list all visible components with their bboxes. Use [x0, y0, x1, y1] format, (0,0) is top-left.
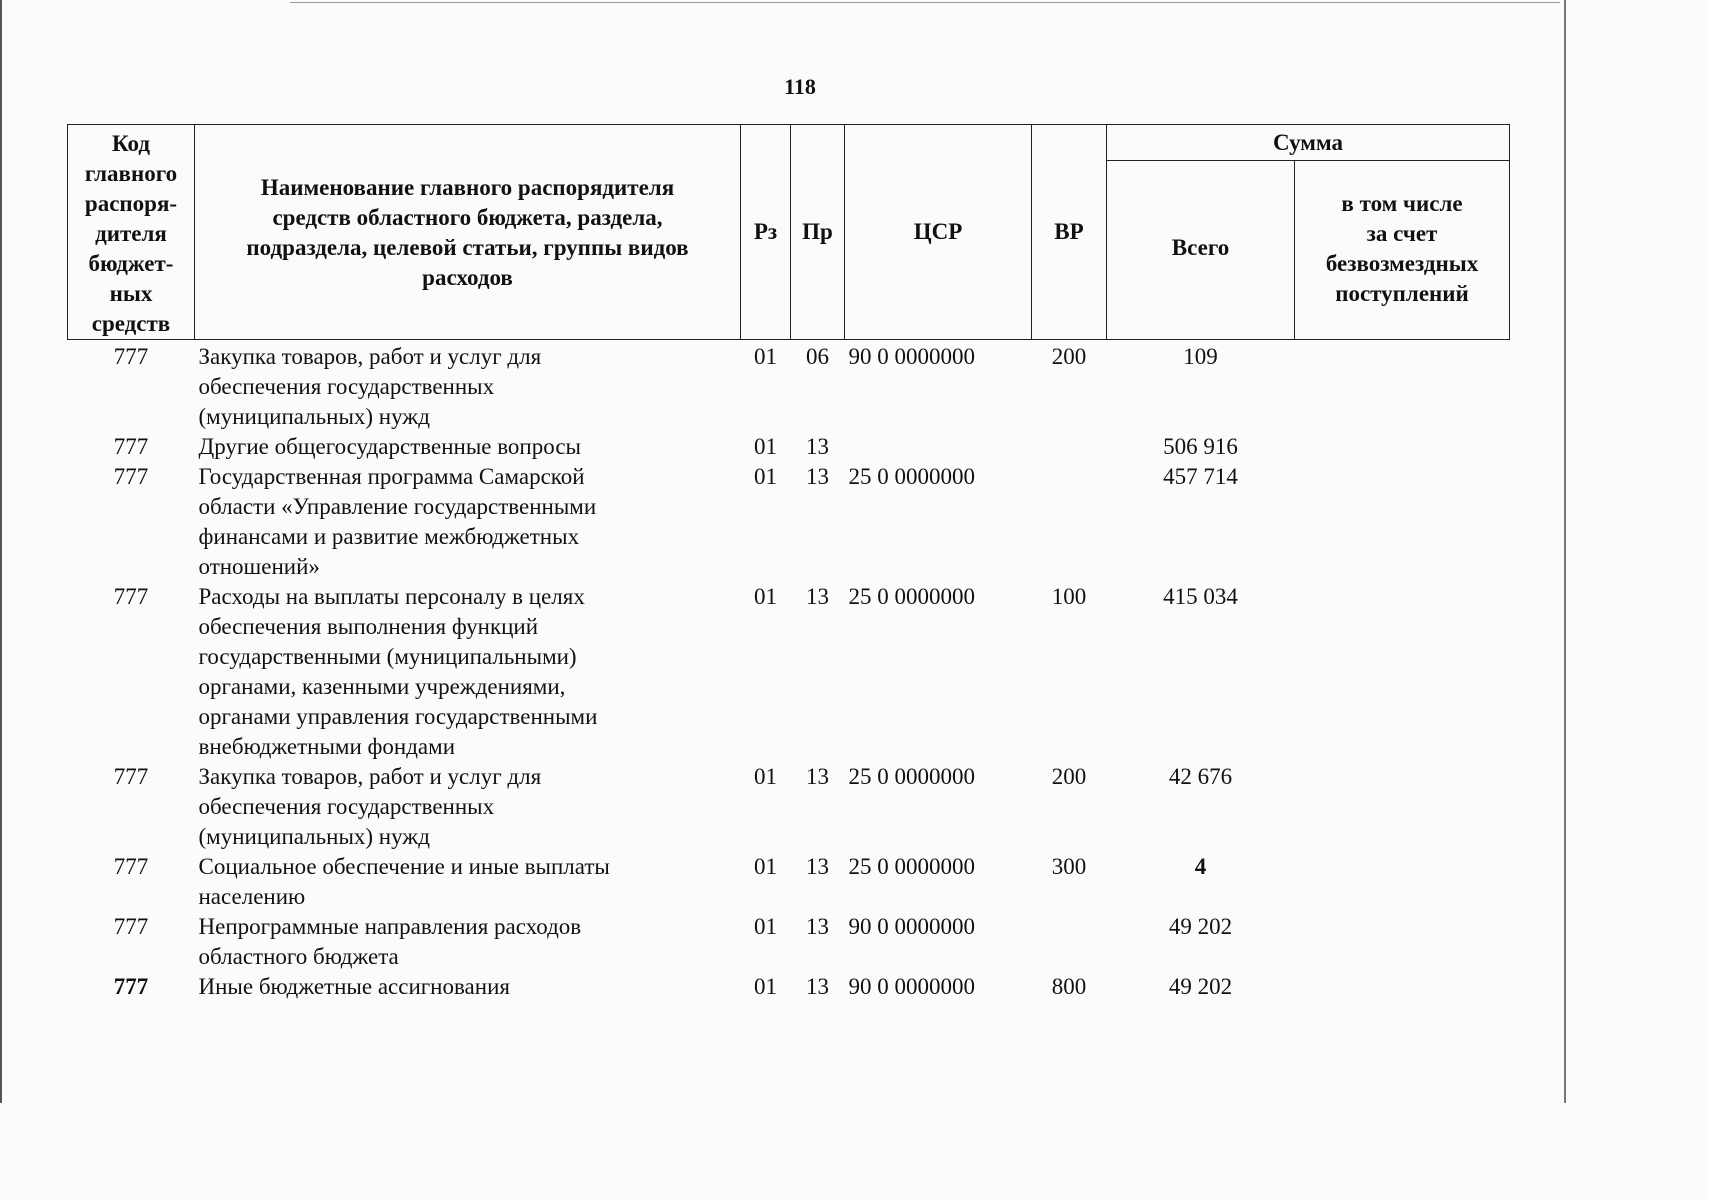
header-free-line: за счет — [1366, 221, 1438, 246]
cell-name-line: населению — [198, 884, 306, 909]
table-row — [68, 462, 1510, 582]
cell-name — [195, 972, 741, 1002]
cell-free — [1295, 582, 1510, 762]
header-code-line: ных — [109, 281, 153, 306]
header-free-line: в том числе — [1341, 191, 1463, 216]
cell-total: 49 202 — [1168, 974, 1233, 999]
cell-name-line: (муниципальных) нужд — [198, 404, 430, 429]
cell-name-line: Социальное обеспечение и иные выплаты — [198, 854, 610, 879]
cell-pr: 13 — [806, 914, 829, 939]
cell-total: 415 034 — [1163, 584, 1238, 609]
cell-name — [195, 432, 741, 462]
cell-vr: 200 — [1051, 764, 1087, 789]
cell-name — [195, 462, 741, 582]
cell-name-line: Другие общегосударственные вопросы — [198, 434, 581, 459]
header-name-line: Наименование главного распорядителя — [260, 175, 675, 200]
cell-name — [195, 582, 741, 762]
cell-csr: 25 0 0000000 — [848, 854, 975, 879]
header-free-line: поступлений — [1335, 281, 1469, 306]
cell-name-line: финансами и развитие межбюджетных — [198, 524, 580, 549]
header-csr: ЦСР — [845, 125, 1032, 340]
cell-pr: 13 — [806, 584, 829, 609]
budget-table — [67, 124, 1510, 1002]
cell-name-line: Закупка товаров, работ и услуг для — [198, 344, 542, 369]
cell-name-line: Иные бюджетные ассигнования — [198, 974, 510, 999]
cell-code: 777 — [113, 914, 149, 939]
header-code-line: бюджет- — [88, 251, 174, 276]
cell-name — [195, 762, 741, 852]
cell-csr: 25 0 0000000 — [848, 584, 975, 609]
header-free — [1295, 161, 1510, 340]
cell-name-line: областного бюджета — [198, 944, 399, 969]
header-name — [195, 125, 741, 340]
header-code-line: средств — [91, 311, 171, 336]
cell-csr: 90 0 0000000 — [848, 344, 975, 369]
header-code-line: дителя — [95, 221, 167, 246]
cell-name-line: государственными (муниципальными) — [198, 644, 577, 669]
cell-total: 49 202 — [1168, 914, 1233, 939]
cell-code: 777 — [113, 854, 149, 879]
cell-name-line: (муниципальных) нужд — [198, 824, 430, 849]
cell-name-line: области «Управление государственными — [198, 494, 597, 519]
cell-name-line: обеспечения государственных — [198, 794, 495, 819]
cell-vr — [1032, 462, 1107, 582]
header-pr: Пр — [791, 125, 845, 340]
cell-total: 109 — [1183, 344, 1218, 369]
cell-name — [195, 852, 741, 912]
cell-vr: 200 — [1051, 344, 1087, 369]
header-total: Всего — [1107, 161, 1295, 340]
cell-name — [195, 912, 741, 972]
table-row — [68, 912, 1510, 972]
header-rz: Рз — [741, 125, 791, 340]
table-row — [68, 432, 1510, 462]
cell-csr: 25 0 0000000 — [848, 764, 975, 789]
cell-total: 506 916 — [1163, 434, 1238, 459]
cell-code: 777 — [113, 434, 149, 459]
table-row — [68, 340, 1510, 433]
cell-name-line: Закупка товаров, работ и услуг для — [198, 764, 542, 789]
cell-total: 42 676 — [1168, 764, 1233, 789]
page-number: 118 — [784, 74, 816, 99]
cell-total: 457 714 — [1163, 464, 1238, 489]
cell-rz: 01 — [754, 344, 777, 369]
cell-total: 4 — [1194, 854, 1207, 879]
table-row — [68, 582, 1510, 762]
cell-pr: 13 — [806, 854, 829, 879]
cell-rz: 01 — [754, 464, 777, 489]
cell-free — [1295, 972, 1510, 1002]
cell-name-line: органами, казенными учреждениями, — [198, 674, 566, 699]
cell-name-line: Государственная программа Самарской — [198, 464, 585, 489]
cell-csr — [845, 432, 1032, 462]
scan-right-edge — [1564, 0, 1566, 1103]
cell-code: 777 — [113, 464, 149, 489]
cell-rz: 01 — [754, 914, 777, 939]
cell-name-line: обеспечения выполнения функций — [198, 614, 539, 639]
cell-pr: 13 — [806, 764, 829, 789]
cell-pr: 13 — [806, 434, 829, 459]
cell-name-line: органами управления государственными — [198, 704, 598, 729]
cell-rz: 01 — [754, 974, 777, 999]
cell-csr: 90 0 0000000 — [848, 974, 975, 999]
cell-rz: 01 — [754, 764, 777, 789]
cell-vr: 300 — [1051, 854, 1087, 879]
cell-name — [195, 340, 741, 433]
cell-vr: 800 — [1051, 974, 1087, 999]
header-name-line: подраздела, целевой статьи, группы видов — [246, 235, 689, 260]
scan-top-line — [290, 2, 1560, 3]
table-row — [68, 972, 1510, 1002]
cell-free — [1295, 852, 1510, 912]
table-row — [68, 762, 1510, 852]
cell-csr: 25 0 0000000 — [848, 464, 975, 489]
cell-name-line: Расходы на выплаты персоналу в целях — [198, 584, 585, 609]
cell-free — [1295, 462, 1510, 582]
cell-code: 777 — [113, 974, 149, 999]
cell-code: 777 — [113, 764, 149, 789]
header-code — [68, 125, 195, 340]
header-sum: Сумма — [1107, 125, 1510, 161]
cell-vr — [1032, 432, 1107, 462]
cell-vr: 100 — [1051, 584, 1087, 609]
cell-rz: 01 — [754, 434, 777, 459]
cell-vr — [1032, 912, 1107, 972]
table-body — [68, 340, 1510, 1003]
table-header — [68, 125, 1510, 340]
cell-pr: 13 — [806, 464, 829, 489]
scan-left-edge — [0, 0, 2, 1103]
table-row — [68, 852, 1510, 912]
header-vr: ВР — [1032, 125, 1107, 340]
cell-free — [1295, 340, 1510, 433]
header-code-line: распоря- — [84, 191, 178, 216]
cell-pr: 06 — [806, 344, 829, 369]
header-free-line: безвозмездных — [1325, 251, 1479, 276]
cell-free — [1295, 912, 1510, 972]
cell-code: 777 — [113, 344, 149, 369]
cell-name-line: Непрограммные направления расходов — [198, 914, 582, 939]
cell-rz: 01 — [754, 584, 777, 609]
cell-free — [1295, 762, 1510, 852]
header-name-line: средств областного бюджета, раздела, — [272, 205, 663, 230]
cell-name-line: отношений» — [198, 554, 320, 579]
header-name-line: расходов — [422, 265, 513, 290]
cell-name-line: обеспечения государственных — [198, 374, 495, 399]
cell-csr: 90 0 0000000 — [848, 914, 975, 939]
cell-name-line: внебюджетными фондами — [198, 734, 456, 759]
header-code-line: Код — [111, 131, 150, 156]
cell-pr: 13 — [806, 974, 829, 999]
cell-code: 777 — [113, 584, 149, 609]
header-code-line: главного — [84, 161, 178, 186]
cell-free — [1295, 432, 1510, 462]
cell-rz: 01 — [754, 854, 777, 879]
